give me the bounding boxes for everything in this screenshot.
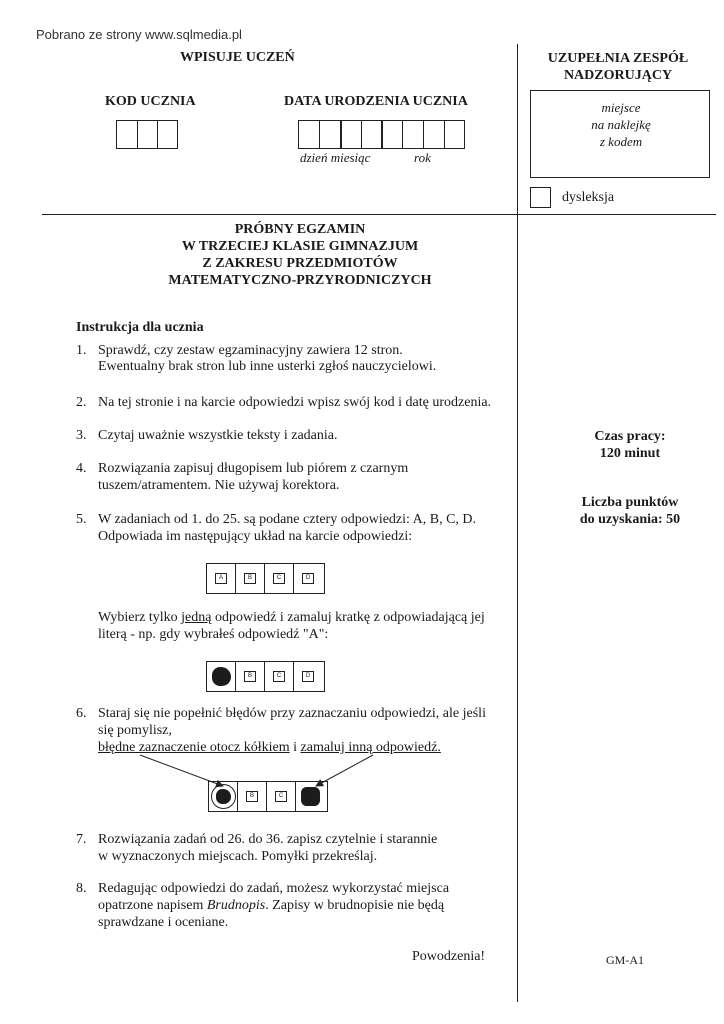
answer-square-c: C xyxy=(275,791,287,802)
erroneous-mark xyxy=(216,789,231,804)
student-fills-heading: WPISUJE UCZEŃ xyxy=(180,50,295,65)
closing-text: Powodzenia! xyxy=(412,949,486,964)
answer-square-d: D xyxy=(302,573,314,584)
answer-correction-example xyxy=(208,781,328,812)
sticker-text-2: na naklejkę xyxy=(591,117,651,132)
time-info: Czas pracy: 120 minut xyxy=(594,429,666,461)
answer-square-b: B xyxy=(244,671,256,682)
answer-filled-example xyxy=(206,661,325,692)
horizontal-divider xyxy=(42,214,716,215)
filled-answer-mark xyxy=(212,667,231,686)
sticker-area xyxy=(530,90,710,178)
dyslexia-checkbox[interactable] xyxy=(530,187,551,208)
day-month-label: dzień miesiąc xyxy=(300,150,371,165)
exam-code: GM-A1 xyxy=(606,953,644,967)
student-code-boxes[interactable] xyxy=(116,120,178,149)
sticker-text-3: z kodem xyxy=(599,134,643,149)
answer-square-a: A xyxy=(215,573,227,584)
birthdate-boxes[interactable] xyxy=(298,120,465,149)
vertical-divider xyxy=(517,44,518,1002)
year-label: rok xyxy=(414,150,431,165)
answer-square-d: D xyxy=(302,671,314,682)
dyslexia-label: dysleksja xyxy=(562,190,615,205)
source-line: Pobrano ze strony www.sqlmedia.pl xyxy=(36,27,242,42)
answer-square-b: B xyxy=(244,573,256,584)
instructions-heading: Instrukcja dla ucznia xyxy=(76,320,204,335)
birthdate-label: DATA URODZENIA UCZNIA xyxy=(284,94,468,109)
answer-square-c: C xyxy=(273,671,285,682)
exam-title: PRÓBNY EGZAMIN W TRZECIEJ KLASIE GIMNAZJUM Z ZAKRESU PRZEDMIOTÓW MATEMATYCZNO-PRZYRODNICZYCH xyxy=(168,222,432,288)
student-code-label: KOD UCZNIA xyxy=(105,94,196,109)
corrected-mark xyxy=(301,787,320,806)
team-fills-heading: UZUPEŁNIA ZESPÓŁ NADZORUJĄCY xyxy=(547,51,689,83)
points-info: Liczba punktów do uzyskania: 50 xyxy=(579,495,681,527)
sticker-text-1: miejsce xyxy=(601,100,641,115)
answer-square-c: C xyxy=(273,573,285,584)
answer-square-b: B xyxy=(246,791,258,802)
answer-layout-example xyxy=(206,563,325,594)
